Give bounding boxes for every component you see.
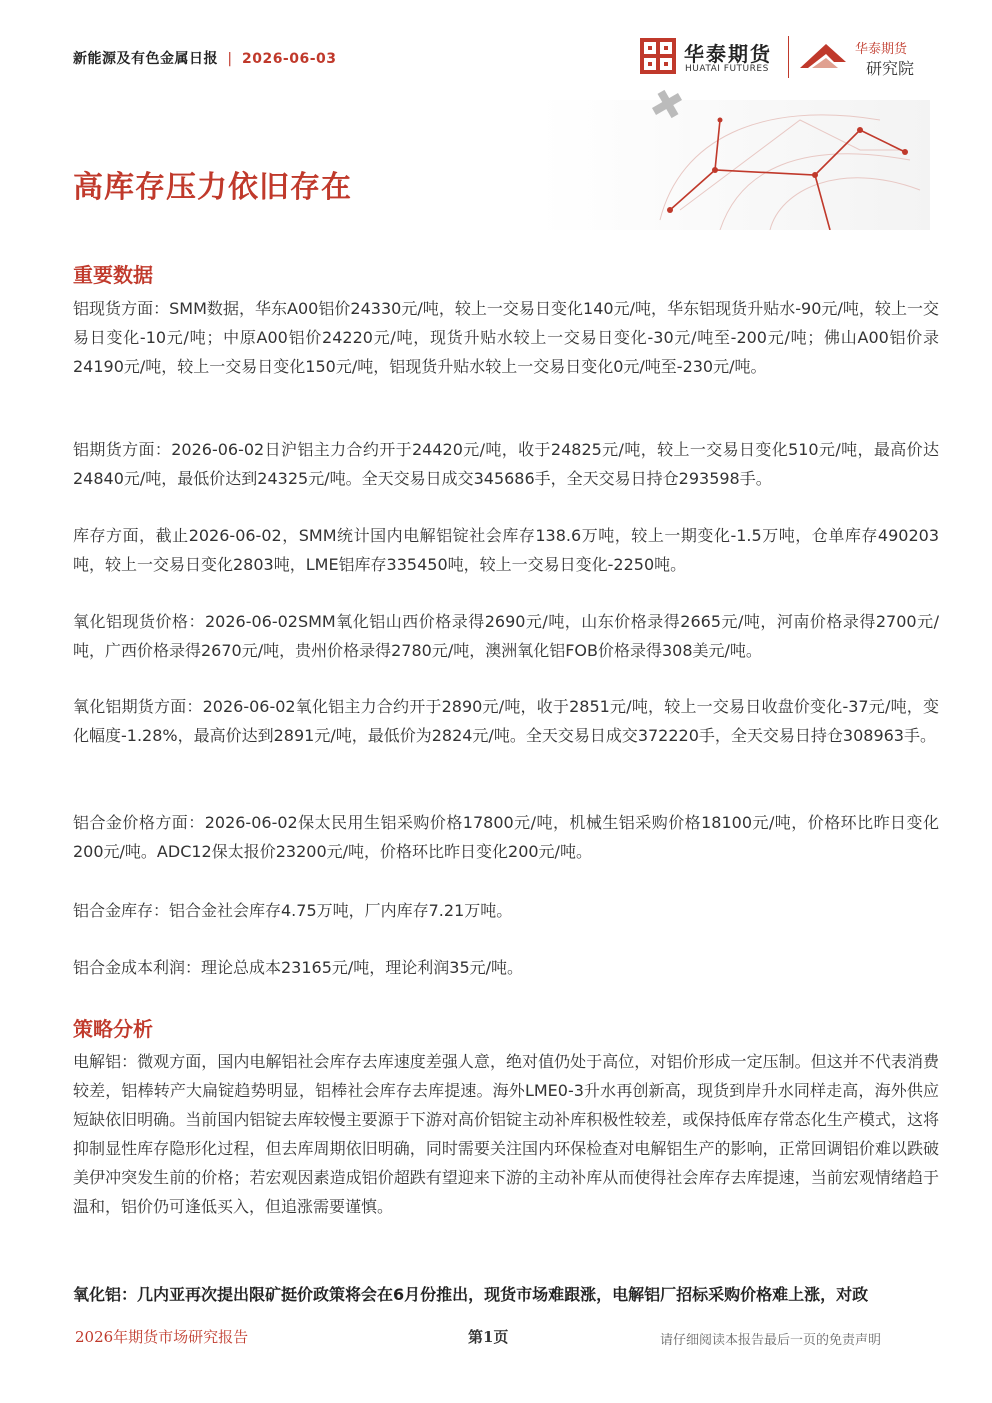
paragraph-futures: 铝期货方面：2026-06-02日沪铝主力合约开于24420元/吨，收于24825元/吨，较上一交易日变化510元/吨，最高价达24840元/吨，最低价达到24325元/吨。全天交易日成交345686手，全天交易日持仓293598手。 (73, 440, 939, 488)
paragraph-alumina-spot: 氧化铝现货价格：2026-06-02SMM氧化铝山西价格录得2690元/吨，山东价格录得2665元/吨，河南价格录得2700元/吨，广西价格录得2670元/吨，贵州价格录得2780元/吨，澳洲氧化铝FOB价格录得308美元/吨。 (73, 612, 939, 660)
page-footer (0, 1326, 992, 1356)
report-name: 新能源及有色金属日报 (73, 51, 218, 67)
footer-report-title: 2026年期货市场研究报告 (75, 1328, 249, 1346)
paragraph-alloy-cost: 铝合金成本利润：理论总成本23165元/吨，理论利润35元/吨。 (73, 958, 524, 977)
paragraph-spot: 铝现货方面：SMM数据，华东A00铝价24330元/吨，较上一交易日变化140元/吨，华东铝现货升贴水-90元/吨，较上一交易日变化-10元/吨；中原A00铝价24220元/吨，现货升贴水较上一交易日变化-30元/吨至-200元/吨；佛山A00铝价录24190元/吨，较上一交易日变化150元/吨，铝现货升贴水较上一交易日变化0元/吨至-230元/吨。 (73, 299, 939, 376)
footer-page-number: 第1页 (468, 1328, 509, 1346)
huatai-logo-icon (640, 38, 676, 74)
institute-name-top: 华泰期货 (855, 42, 908, 57)
report-date: 2026-06-03 (241, 51, 337, 67)
paragraph-strategy-aluminum: 电解铝：微观方面，国内电解铝社会库存去库速度差强人意，绝对值仍处于高位，对铝价形成一定压制。但这并不代表消费较差，铝棒转产大扁锭趋势明显，铝棒社会库存去库提速。海外LME0-3升水再创新高，现货到岸升水同样走高，海外供应短缺依旧明确。当前国内铝锭去库较慢主要源于下游对高价铝锭主动补库积极性较差，或保持低库存常态化生产模式，这将抑制显性库存隐形化过程，但去库周期依旧明确，同时需要关注国内环保检查对电解铝生产的影响，正常回调铝价难以跌破美伊冲突发生前的价格；若宏观因素造成铝价超跌有望迎来下游的主动补库从而使得社会库存去库提速，当前宏观情绪趋于温和，铝价仍可逢低买入，但追涨需要谨慎。 (73, 1052, 939, 1216)
paragraph-strategy-alumina: 氧化铝：几内亚再次提出限矿挺价政策将会在6月份推出，现货市场难跟涨，电解铝厂招标采购价格难上涨，对政 (73, 1285, 869, 1304)
institute-name-bottom: 研究院 (866, 59, 915, 78)
report-header (73, 48, 337, 68)
paragraph-alloy-inventory: 铝合金库存：铝合金社会库存4.75万吨，厂内库存7.21万吨。 (73, 901, 513, 920)
header-separator: | (227, 51, 233, 67)
network-graphic-icon (620, 80, 930, 230)
brand-name-cn: 华泰期货 (684, 42, 772, 66)
footer-disclaimer: 请仔细阅读本报告最后一页的免责声明 (660, 1333, 882, 1348)
logo-area (640, 30, 930, 85)
section-title-key-data: 重要数据 (73, 263, 153, 287)
brand-name-en: HUATAI FUTURES (685, 64, 769, 74)
section-title-strategy: 策略分析 (73, 1017, 153, 1041)
institute-logo-icon (798, 40, 848, 72)
paragraph-alumina-futures: 氧化铝期货方面：2026-06-02氧化铝主力合约开于2890元/吨，收于2851元/吨，较上一交易日收盘价变化-37元/吨，变化幅度-1.28%，最高价达到2891元/吨，最低价为2824元/吨。全天交易日成交372220手，全天交易日持仓308963手。 (73, 697, 939, 745)
logo-divider (788, 36, 789, 78)
paragraph-alloy-price: 铝合金价格方面：2026-06-02保太民用生铝采购价格17800元/吨，机械生铝采购价格18100元/吨，价格环比昨日变化200元/吨。ADC12保太报价23200元/吨，价格环比昨日变化200元/吨。 (73, 813, 939, 861)
page-title: 高库存压力依旧存在 (73, 170, 352, 205)
paragraph-inventory: 库存方面，截止2026-06-02，SMM统计国内电解铝锭社会库存138.6万吨，较上一期变化-1.5万吨，仓单库存490203吨，较上一交易日变化2803吨，LME铝库存335450吨，较上一交易日变化-2250吨。 (73, 526, 939, 574)
